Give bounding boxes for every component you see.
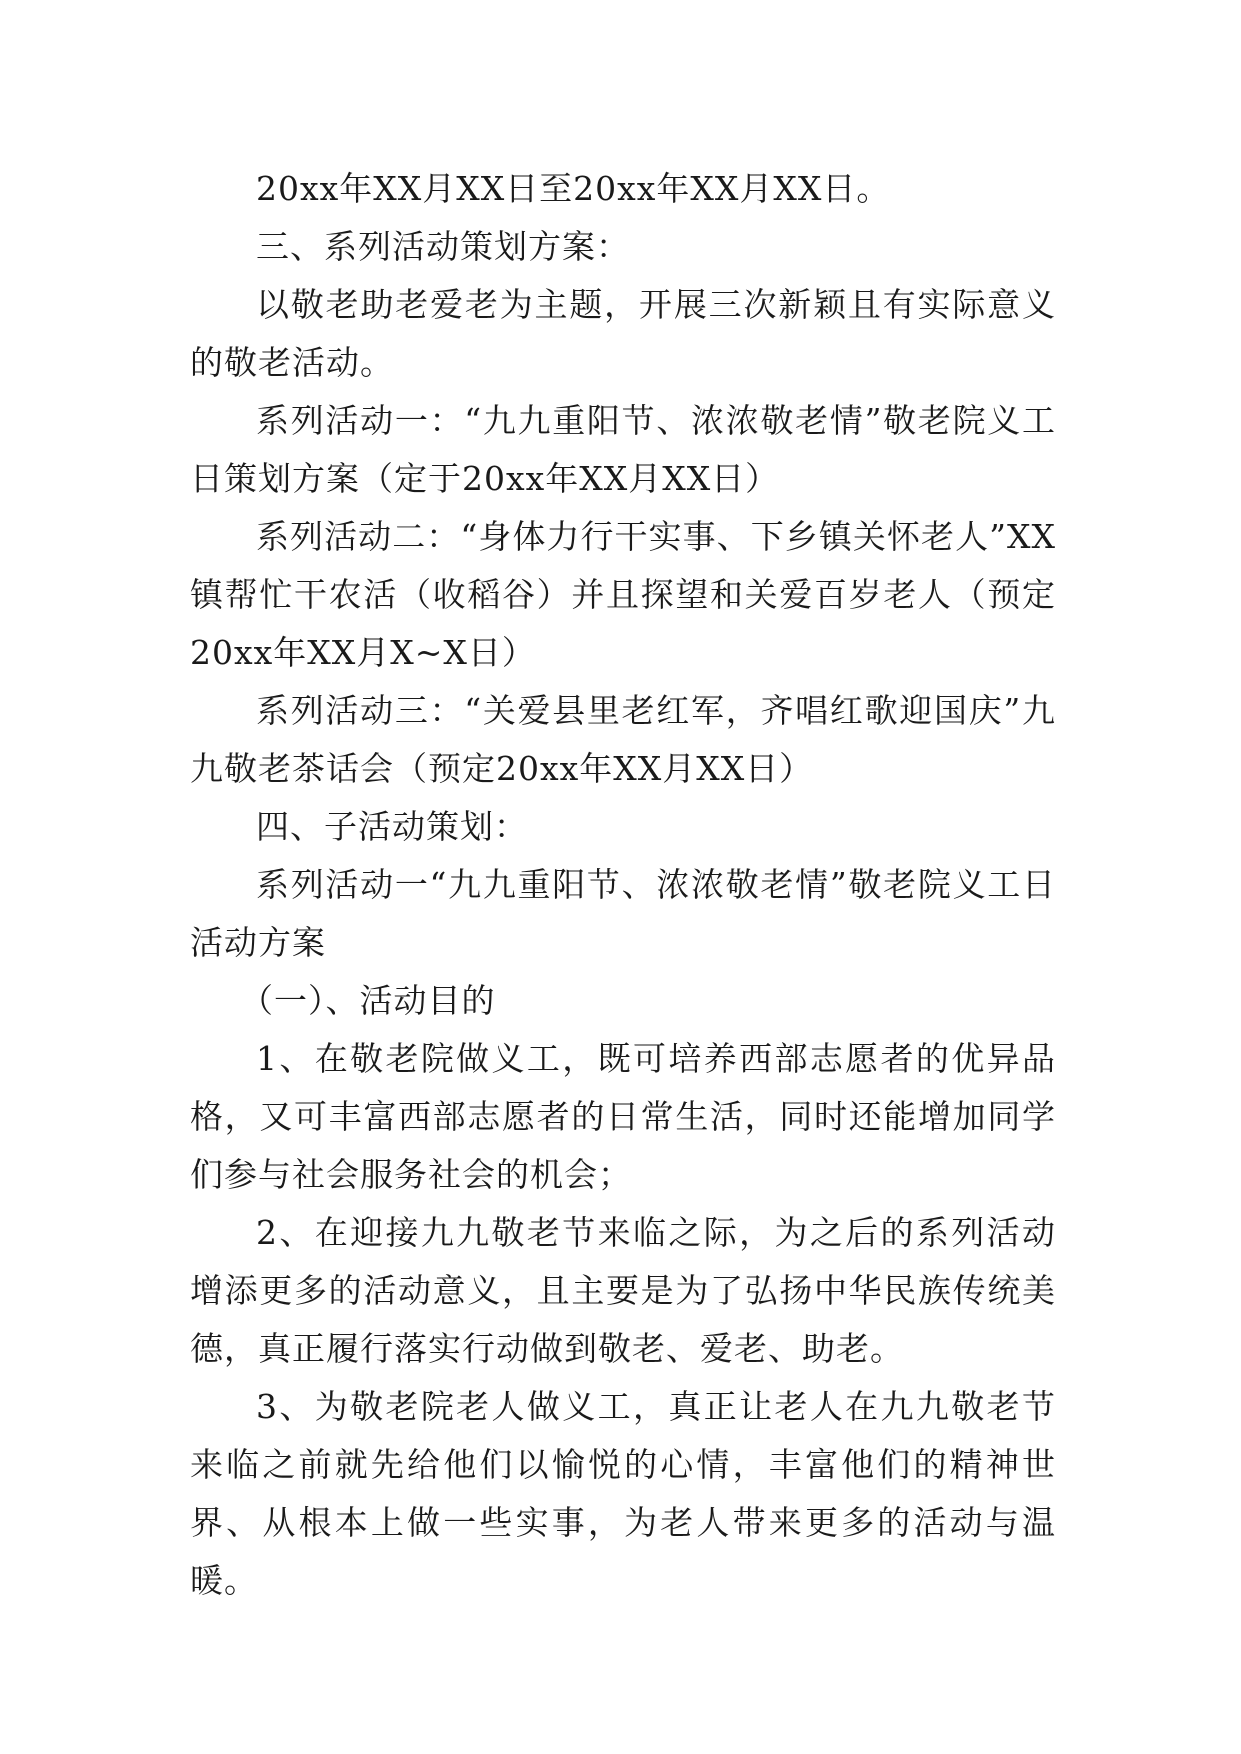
paragraph-date-range: 20xx年XX月XX日至20xx年XX月XX日。 (256, 169, 891, 208)
paragraph-activity-three: 系列活动三：“关爱县里老红军，齐唱红歌迎国庆”九九敬老茶话会（预定20xx年XX月XX日） (190, 691, 1056, 788)
heading-sub-activity-plan: 四、子活动策划： (256, 807, 528, 846)
paragraph-purpose-1: 1、在敬老院做义工，既可培养西部志愿者的优异品格，又可丰富西部志愿者的日常生活，同时还能增加同学们参与社会服务社会的机会； (190, 1039, 1056, 1194)
heading-activity-purpose: （一）、活动目的 (240, 981, 496, 1020)
paragraph-activity-two: 系列活动二：“身体力行干实事、下乡镇关怀老人”XX镇帮忙干农活（收稻谷）并且探望和关爱百岁老人（预定20xx年XX月X~X日） (190, 517, 1056, 672)
paragraph-purpose-3: 3、为敬老院老人做义工，真正让老人在九九敬老节来临之前就先给他们以愉悦的心情，丰富他们的精神世界、从根本上做一些实事，为老人带来更多的活动与温暖。 (190, 1387, 1056, 1600)
paragraph-theme: 以敬老助老爱老为主题，开展三次新颖且有实际意义的敬老活动。 (190, 285, 1056, 382)
paragraph-activity-one-plan-title: 系列活动一“九九重阳节、浓浓敬老情”敬老院义工日活动方案 (190, 865, 1056, 962)
paragraph-activity-one: 系列活动一：“九九重阳节、浓浓敬老情”敬老院义工日策划方案（定于20xx年XX月XX日） (190, 401, 1056, 498)
paragraph-purpose-2: 2、在迎接九九敬老节来临之际，为之后的系列活动增添更多的活动意义，且主要是为了弘扬中华民族传统美德，真正履行落实行动做到敬老、爱老、助老。 (190, 1213, 1056, 1368)
heading-series-plan: 三、系列活动策划方案： (256, 227, 630, 266)
document-body (190, 160, 1056, 1610)
